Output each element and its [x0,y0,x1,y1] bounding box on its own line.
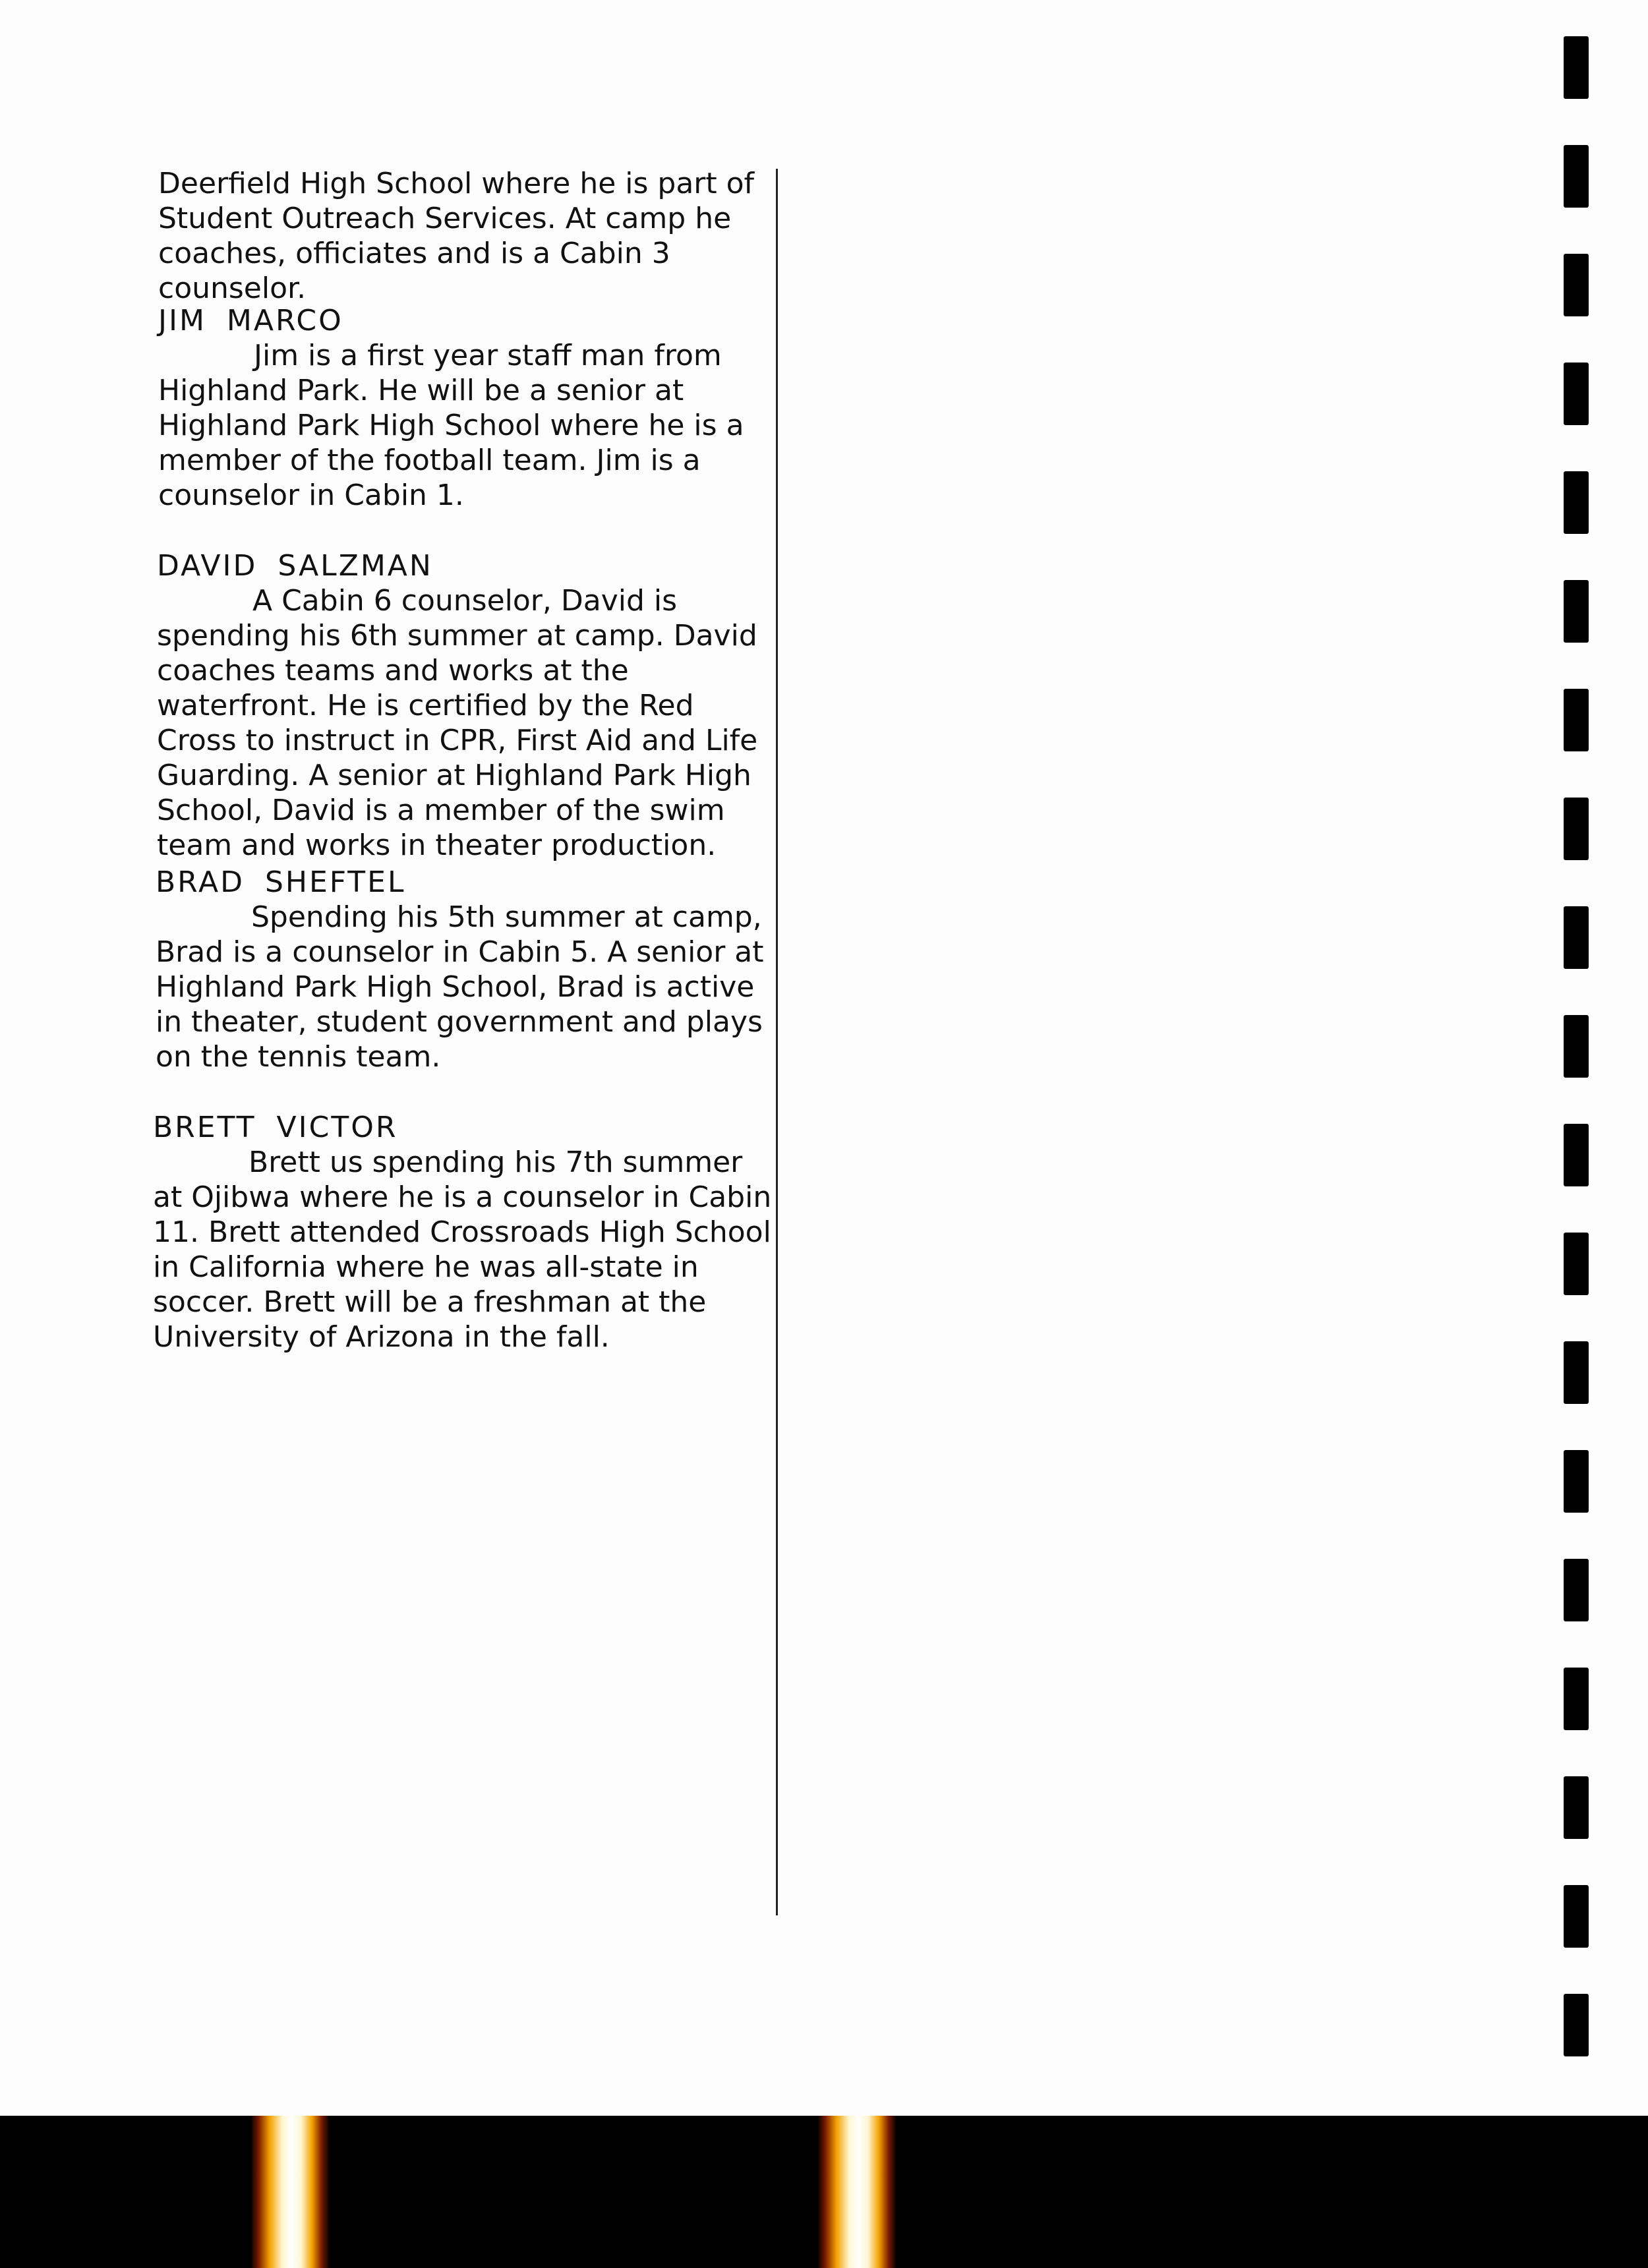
staff-entry-jim-marco [158,303,778,513]
staff-bio: Brett us spending his 7th summer at Ojibwa where he is a counselor in Cabin 11. Brett attended Crossroads High School in California where he was all-state in soccer. Brett will be a freshman at the University of Arizona in the fall. [153,1146,772,1354]
staff-bio: Spending his 5th summer at camp, Brad is a counselor in Cabin 5. A senior at Highland Park High School, Brad is active in theater, student government and plays on the tennis team. [156,900,764,1074]
staff-bio: A Cabin 6 counselor, David is spending his 6th summer at camp. David coaches teams and works at the waterfront. He is certified by the Red Cross to instruct in CPR, First Aid and Life Guarding. A senior at Highland Park High School, David is a member of the swim team and works in theater production. [157,584,758,862]
scanner-glow-right [817,2116,897,2268]
staff-entry-david-salzman [157,548,777,863]
staff-entry-brett-victor [153,1110,773,1354]
staff-name: BRETT VICTOR [153,1111,398,1144]
continued-bio-text: Deerfield High School where he is part of Student Outreach Services. At camp he coaches, officiates and is a Cabin 3 counselor. [158,167,755,305]
binding-holes [1564,36,1589,2099]
scanner-glow-left [250,2116,330,2268]
staff-name: JIM MARCO [158,304,343,337]
staff-name: DAVID SALZMAN [157,549,433,583]
staff-bio: Jim is a first year staff man from Highland Park. He will be a senior at Highland Park High School where he is a member of the football team. Jim is a counselor in Cabin 1. [158,339,744,512]
column-divider [776,169,778,1915]
staff-name: BRAD SHEFTEL [156,865,406,899]
staff-entry-brad-sheftel [156,865,775,1074]
